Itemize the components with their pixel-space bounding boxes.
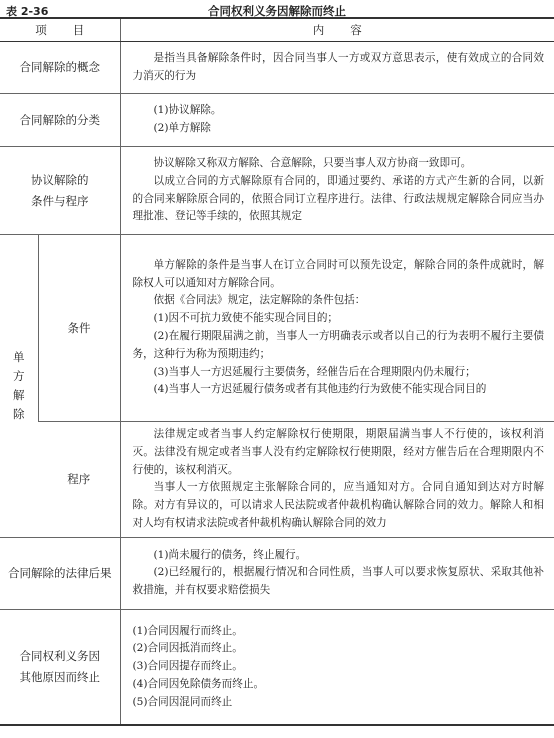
table-row-consequences (0, 537, 554, 609)
header-content: 内容 (120, 18, 554, 42)
row-content-consequences: (1)尚未履行的债务，终止履行。 (2)已经履行的，根据履行情况和合同性质，当事人可以要求恢复原状、采取其他补救措施，并有权要求赔偿损失 (120, 537, 554, 609)
row-label-other: 合同权利义务因 其他原因而终止 (0, 609, 120, 725)
table-row-agreement (0, 147, 554, 235)
row-content-concept: 是指当具备解除条件时，因合同当事人一方或双方意思表示，使有效成立的合同效力消灭的行为 (120, 42, 554, 94)
row-content-conditions: 单方解除的条件是当事人在订立合同时可以预先设定，解除合同的条件成就时，解除权人可以通知对方解除合同。 依据《合同法》规定，法定解除的条件包括： (1)因不可抗力致使不能实现合同目的； (2)在履行期限届满之前，当事人一方明确表示或者以自己的行为表明不履行主要债务，这种行为称为预期违约； (3)当事人一方迟延履行主要债务，经催告后在合理期限内仍未履行； (4)当事人一方迟延履行债务或者有其他违约行为致使不能实现合同目的 (120, 235, 554, 422)
header-item: 项目 (0, 18, 120, 42)
contract-termination-table (0, 17, 554, 726)
sub-label-procedure: 程序 (38, 422, 120, 538)
row-content-classification: (1)协议解除。 (2)单方解除 (120, 94, 554, 147)
table-row-concept (0, 42, 554, 94)
row-content-procedure: 法律规定或者当事人约定解除权行使期限，期限届满当事人不行使的，该权利消灭。法律没有规定或者当事人没有约定解除权行使期限，经对方催告后在合理期限内不行使的，该权利消灭。 当事人一方依照规定主张解除合同的，应当通知对方。合同自通知到达对方时解除。对方有异议的，可以请求人民法院或者仲裁机构确认解除合同的效力。解除人和相对人均有权请求法院或者仲裁机构确认解除合同的效力 (120, 422, 554, 538)
table-row-classification (0, 94, 554, 147)
table-row-unilateral-procedure (0, 422, 554, 538)
row-label-consequences: 合同解除的法律后果 (0, 537, 120, 609)
row-label-unilateral: 单 方 解 除 (0, 235, 38, 538)
row-label-agreement: 协议解除的 条件与程序 (0, 147, 120, 235)
table-row-other (0, 609, 554, 725)
row-label-concept: 合同解除的概念 (0, 42, 120, 94)
sub-label-conditions: 条件 (38, 235, 120, 422)
row-content-other: (1)合同因履行而终止。 (2)合同因抵消而终止。 (3)合同因提存而终止。 (4)合同因免除债务而终止。 (5)合同因混同而终止 (120, 609, 554, 725)
row-content-agreement: 协议解除又称双方解除、合意解除，只要当事人双方协商一致即可。 以成立合同的方式解除原有合同的，即通过要约、承诺的方式产生新的合同，以新的合同来解除原合同的，依照合同订立程序进行。法律、行政法规规定解除合同应当办理批准、登记等手续的，依照其规定 (120, 147, 554, 235)
table-title: 合同权利义务因解除而终止 (208, 4, 346, 18)
row-label-classification: 合同解除的分类 (0, 94, 120, 147)
table-number: 表 2-36 (6, 5, 49, 18)
table-row-unilateral-conditions (0, 235, 554, 422)
